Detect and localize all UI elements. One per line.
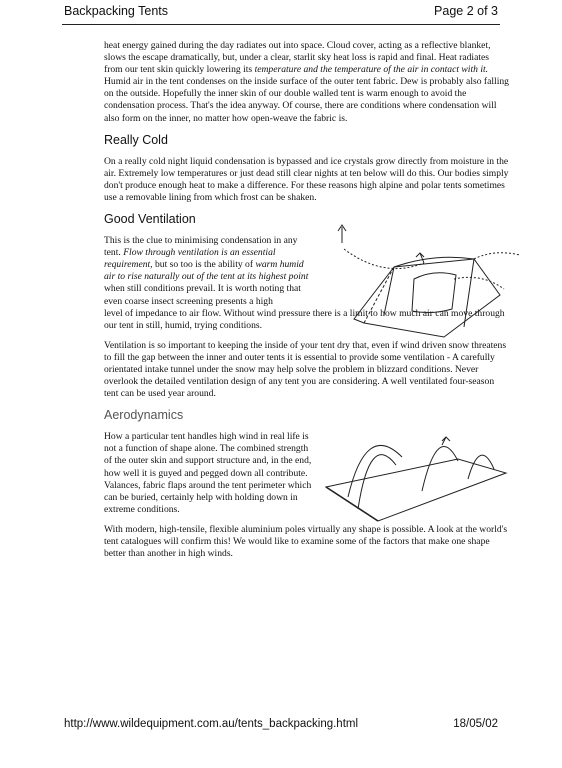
ventilation-paragraph-full: level of impedance to air flow. Without wind pressure there is a limit to how much air can move through our tent in still, humid, trying conditions. (104, 307, 505, 331)
really-cold-paragraph: On a really cold night liquid condensation is bypassed and ice crystals grow directly from moisture in the air. Extremely low temperatures or just dead still clear nights at ten below will do this. Our bodies simply don't produce enough heat to make a difference. For these reasons high alpine and polar tents sometimes use a removable lining from which frost can be shaken. (104, 155, 509, 203)
section-heading-ventilation: Good Ventilation (104, 212, 196, 227)
ventilation-block (104, 235, 510, 332)
header-divider (62, 24, 500, 25)
ventilation-paragraph-wrapped: This is the clue to minimising condensation in any tent. Flow through ventilation is an essential requirement, but so too is the ability of warm humid air to rise naturally out of the tent at its highest point when still conditions prevail. It is worth noting that even coarse insect screening presents a high (104, 235, 309, 307)
aerodynamics-paragraph-1: How a particular tent handles high wind in real life is not a function of shape alone. The combined strength of the outer skin and support structure and, in the end, how well it is guyed and pegged down all contribute. Valances, fabric flaps around the tent perimeter which can be buried, certainly help with holding down in extreme conditions. (104, 431, 312, 515)
article-body (104, 40, 510, 568)
section-heading-really-cold: Really Cold (104, 132, 168, 147)
page-footer (64, 718, 498, 734)
aerodynamics-paragraph-2: With modern, high-tensile, flexible aluminium poles virtually any shape is possible. A look at the world's tent catalogues will confirm this! We would like to examine some of the factors that make one shape better than another in high winds. (104, 523, 508, 560)
ventilation-tent-illustration (324, 219, 524, 341)
footer-url: http://www.wildequipment.com.au/tents_backpacking.html (64, 718, 359, 730)
intro-emphasis: temperature and the temperature of the air in contact with it. (254, 64, 489, 76)
page-header-number: Page 2 of 3 (434, 4, 498, 18)
footer-date: 18/05/02 (453, 718, 498, 730)
page-header (64, 4, 498, 22)
intro-paragraph: heat energy gained during the day radiates out into space. Cloud cover, acting as a reflective blanket, slows the escape dramatically, but, under a clear, starlit sky heat loss is rapid and final. Heat radiates from our tent skin quickly lowering its temperature and the temperature of the air in contact with it. Humid air in the tent condenses on the inside surface of the outer tent fabric. Dew is probably also falling on the outside. Hopefully the inner skin of our double walled tent is warm enough to avoid the condensation process. That's the idea anyway. Of course, there are conditions where condensation will also form on the inner, no matter how open-weave the fabric is. (104, 40, 509, 124)
page-header-title: Backpacking Tents (64, 4, 168, 18)
aerodynamics-block (104, 431, 510, 516)
ventilation-paragraph-2: Ventilation is so important to keeping the inside of your tent dry that, even if wind driven snow threatens to fill the gap between the inner and outer tents it is essential to provide some ventilation - A carefully orientated intake tunnel under the snow may help solve the problem in blizzard conditions. Never overlook the detailed ventilation design of any tent you are considering. A well ventilated four-season tent can be used year around. (104, 339, 507, 400)
section-heading-aerodynamics: Aerodynamics (104, 408, 184, 423)
aerodynamics-tent-frame-illustration (318, 417, 514, 529)
